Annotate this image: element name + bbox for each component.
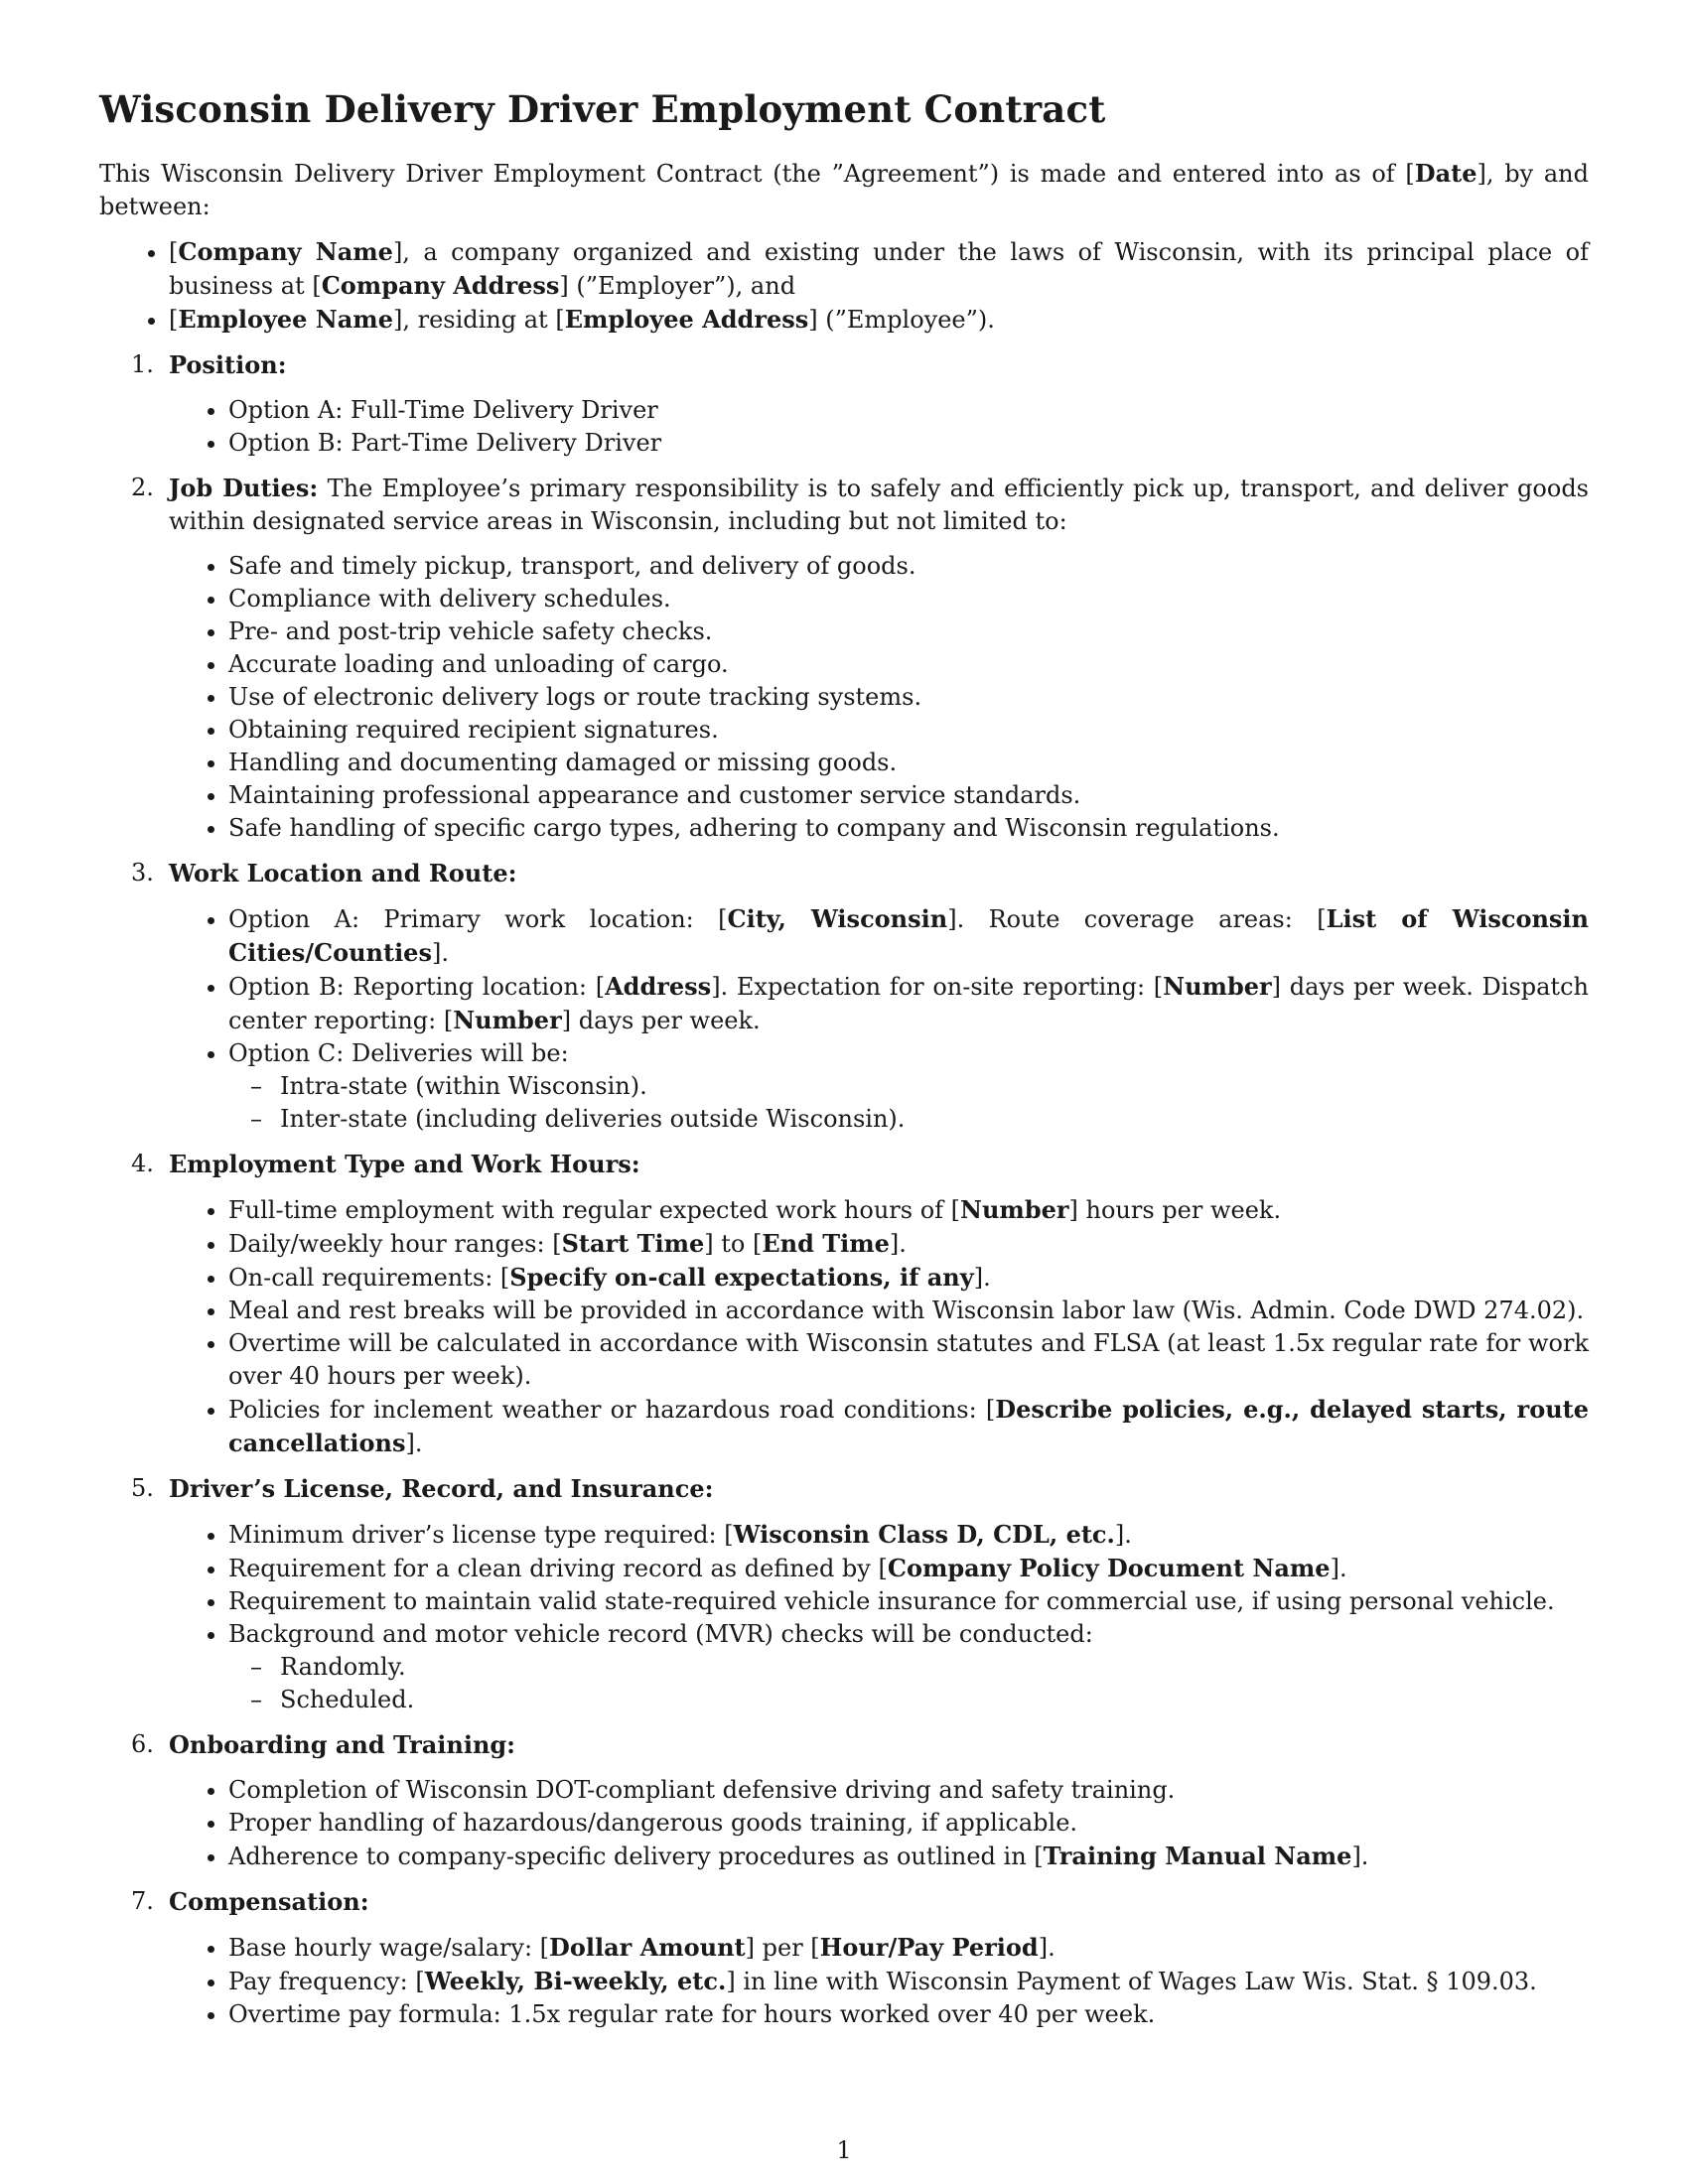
list-item: • Compliance with delivery schedules. xyxy=(228,583,1589,615)
employee-address-placeholder: Employee Address xyxy=(564,305,809,334)
list-item: • Base hourly wage/salary: [Dollar Amount] per [Hour/Pay Period]. xyxy=(228,1931,1589,1965)
list-item: • Policies for inclement weather or hazardous road conditions: [Describe policies, e.g., delayed starts, route cancellations]. xyxy=(228,1393,1589,1460)
cities-list-placeholder: List of Wisconsin Cities/Counties xyxy=(228,904,1590,967)
license-type-placeholder: Wisconsin Class D, CDL, etc. xyxy=(733,1520,1115,1549)
section-heading: Driver’s License, Record, and Insurance: xyxy=(169,1474,714,1503)
date-placeholder: Date xyxy=(1414,159,1477,188)
on-call-placeholder: Specify on-call expectations, if any xyxy=(509,1263,974,1292)
list-item: • On-call requirements: [Specify on-call expectations, if any]. xyxy=(228,1261,1589,1295)
list-item: • Daily/weekly hour ranges: [Start Time] to [End Time]. xyxy=(228,1227,1589,1261)
list-item: • Handling and documenting damaged or missing goods. xyxy=(228,747,1589,779)
document-page xyxy=(99,87,1589,2043)
page-number: 1 xyxy=(836,2136,852,2164)
dash-marker: – xyxy=(250,1105,262,1133)
start-time-placeholder: Start Time xyxy=(561,1229,705,1258)
party-employee: • [Employee Name], residing at [Employee Address] (”Employee”). xyxy=(169,303,1589,337)
section-number: 7. xyxy=(131,1887,154,1915)
section-heading: Job Duties: xyxy=(169,474,319,502)
end-time-placeholder: End Time xyxy=(762,1229,890,1258)
list-item: • Meal and rest breaks will be provided in accordance with Wisconsin labor law (Wis. Admin. Code DWD 274.02). xyxy=(228,1295,1589,1327)
list-item: • Pay frequency: [Weekly, Bi-weekly, etc.] in line with Wisconsin Payment of Wages Law Wis. Stat. § 109.03. xyxy=(228,1965,1589,1998)
dash-marker: – xyxy=(250,1072,262,1100)
number-placeholder: Number xyxy=(1163,972,1272,1001)
sub-list-item: – Scheduled. xyxy=(280,1684,1589,1716)
list-item: • Obtaining required recipient signatures. xyxy=(228,714,1589,747)
pay-frequency-placeholder: Weekly, Bi-weekly, etc. xyxy=(424,1967,727,1995)
company-address-placeholder: Company Address xyxy=(321,271,560,300)
list-item: • Minimum driver’s license type required: [Wisconsin Class D, CDL, etc.]. xyxy=(228,1518,1589,1552)
training-manual-placeholder: Training Manual Name xyxy=(1043,1842,1352,1870)
sub-list-item: – Intra-state (within Wisconsin). xyxy=(280,1070,1589,1103)
sections-list xyxy=(99,348,1589,2031)
section-heading: Compensation: xyxy=(169,1887,369,1916)
dash-marker: – xyxy=(250,1653,262,1681)
parties-list xyxy=(99,235,1589,337)
list-item: • Full-time employment with regular expected work hours of [Number] hours per week. xyxy=(228,1193,1589,1227)
number-placeholder: Number xyxy=(453,1006,562,1034)
section-number: 5. xyxy=(131,1474,154,1502)
list-item: • Overtime will be calculated in accordance with Wisconsin statutes and FLSA (at least 1.5x regular rate for work over 40 hours per week). xyxy=(228,1327,1589,1393)
list-item: • Requirement for a clean driving record as defined by [Company Policy Document Name]. xyxy=(228,1552,1589,1585)
list-item: • Safe handling of specific cargo types, adhering to company and Wisconsin regulations. xyxy=(228,812,1589,845)
pay-period-placeholder: Hour/Pay Period xyxy=(819,1933,1039,1962)
section-heading: Work Location and Route: xyxy=(169,859,517,887)
intro-text-end: ], by and between: xyxy=(99,160,1589,220)
section-number: 6. xyxy=(131,1730,154,1758)
company-name-placeholder: Company Name xyxy=(178,237,393,266)
section-work-location xyxy=(131,857,1590,1136)
number-placeholder: Number xyxy=(960,1195,1069,1224)
list-item: • Safe and timely pickup, transport, and delivery of goods. xyxy=(228,550,1589,583)
city-placeholder: City, Wisconsin xyxy=(727,904,948,933)
party-employer: • [Company Name], a company organized and existing under the laws of Wisconsin, with its principal place of business at [Company Address] (”Employer”), and xyxy=(169,235,1589,303)
section-compensation xyxy=(131,1885,1589,2031)
sub-list-item: – Randomly. xyxy=(280,1651,1589,1684)
list-item: • Requirement to maintain valid state-required vehicle insurance for commercial use, if using personal vehicle. xyxy=(228,1585,1589,1618)
list-item: • Adherence to company-specific delivery procedures as outlined in [Training Manual Name]. xyxy=(228,1840,1589,1873)
list-item: • Option B: Reporting location: [Address]. Expectation for on-site reporting: [Number] days per week. Dispatch center reporting: [Number] days per week. xyxy=(228,970,1589,1037)
list-item: • Option A: Primary work location: [City, Wisconsin]. Route coverage areas: [List of Wisconsin Cities/Counties]. xyxy=(228,902,1589,970)
list-item: • Completion of Wisconsin DOT-compliant defensive driving and safety training. xyxy=(228,1774,1589,1807)
dash-marker: – xyxy=(250,1686,262,1713)
section-job-duties xyxy=(131,472,1589,845)
section-position xyxy=(131,348,1589,460)
policy-document-placeholder: Company Policy Document Name xyxy=(887,1554,1331,1582)
section-employment-type xyxy=(131,1148,1590,1460)
list-item: • Overtime pay formula: 1.5x regular rate for hours worked over 40 per week. xyxy=(228,1998,1589,2031)
section-text: The Employee’s primary responsibility is to safely and efficiently pick up, transport, and deliver goods within designated service areas in Wisconsin, including but not limited to: xyxy=(169,475,1589,535)
list-item: • Use of electronic delivery logs or route tracking systems. xyxy=(228,681,1589,714)
section-number: 4. xyxy=(131,1150,154,1177)
intro-paragraph xyxy=(99,157,1589,223)
section-number: 3. xyxy=(131,859,154,887)
dollar-amount-placeholder: Dollar Amount xyxy=(549,1933,746,1962)
section-heading: Employment Type and Work Hours: xyxy=(169,1150,640,1178)
document-title: Wisconsin Delivery Driver Employment Contract xyxy=(99,87,1106,131)
section-number: 2. xyxy=(131,474,154,501)
list-item: • Background and motor vehicle record (MVR) checks will be conducted: – Randomly. – Scheduled. xyxy=(228,1618,1589,1716)
list-item: • Accurate loading and unloading of cargo. xyxy=(228,648,1589,681)
address-placeholder: Address xyxy=(605,972,712,1001)
section-heading: Position: xyxy=(169,350,287,379)
section-onboarding xyxy=(131,1728,1589,1873)
list-item: • Pre- and post-trip vehicle safety checks. xyxy=(228,615,1589,648)
list-item: • Option B: Part-Time Delivery Driver xyxy=(228,427,1589,460)
employee-name-placeholder: Employee Name xyxy=(178,305,393,334)
list-item: • Option C: Deliveries will be: – Intra-state (within Wisconsin). – Inter-state (including deliveries outside Wisconsin). xyxy=(228,1037,1589,1136)
list-item: • Proper handling of hazardous/dangerous goods training, if applicable. xyxy=(228,1807,1589,1840)
policies-placeholder: Describe policies, e.g., delayed starts, route cancellations xyxy=(228,1395,1590,1457)
section-drivers-license xyxy=(131,1472,1589,1716)
section-number: 1. xyxy=(131,350,154,378)
section-heading: Onboarding and Training: xyxy=(169,1730,516,1759)
list-item: • Maintaining professional appearance and customer service standards. xyxy=(228,779,1589,812)
intro-text: This Wisconsin Delivery Driver Employment Contract (the ”Agreement”) is made and entered into as of [ xyxy=(99,160,1415,188)
list-item: • Option A: Full-Time Delivery Driver xyxy=(228,394,1589,427)
sub-list-item: – Inter-state (including deliveries outside Wisconsin). xyxy=(280,1103,1589,1136)
